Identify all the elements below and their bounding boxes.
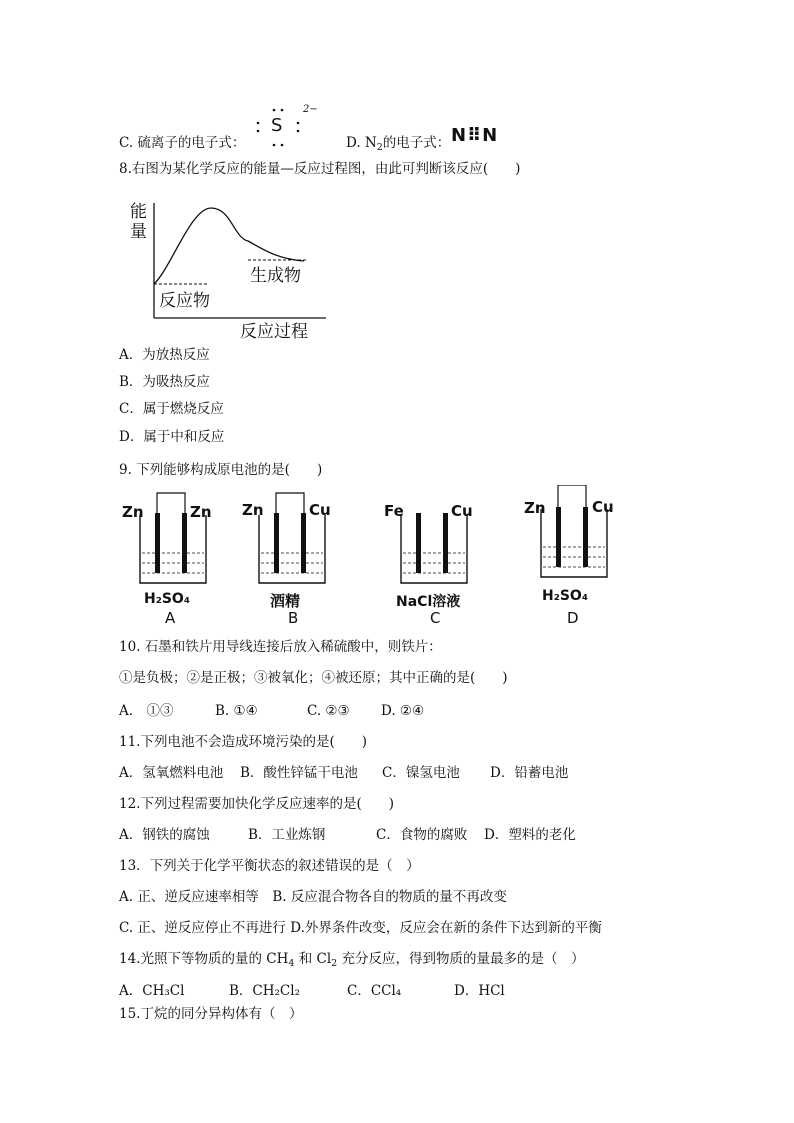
q8-option-d: D．属于中和反应 bbox=[119, 429, 225, 445]
n2-lewis-structure bbox=[451, 125, 498, 146]
q7-d-subscript: 2 bbox=[376, 142, 383, 153]
q11-option-d: D．铅蓄电池 bbox=[490, 765, 569, 781]
q14-stem-part3: 充分反应，得到物质的量最多的是（ ） bbox=[337, 951, 585, 967]
cell-b-letter: B bbox=[288, 609, 299, 627]
reactant-label: 反应物 bbox=[159, 291, 210, 311]
q8-stem: 8.右图为某化学反应的能量—反应过程图，由此可判断该反应( ) bbox=[119, 161, 521, 177]
q10-option-d: D. ②④ bbox=[381, 703, 425, 719]
q10-statements: ①是负极；②是正极；③被氧化；④被还原；其中正确的是( ) bbox=[119, 670, 508, 686]
q12-option-d: D．塑料的老化 bbox=[484, 827, 576, 843]
q13-options-line-2: C. 正、逆反应停止不再进行 D.外界条件改变，反应会在新的条件下达到新的平衡 bbox=[119, 920, 602, 936]
q8-option-b: B．为吸热反应 bbox=[119, 374, 210, 390]
q14-stem-sub1: 4 bbox=[288, 958, 295, 969]
cell-d-left-electrode: Zn bbox=[524, 499, 546, 517]
q7-option-c bbox=[119, 134, 245, 152]
galvanic-cell-diagrams bbox=[118, 485, 638, 630]
reaction-axis-label: 反应过程 bbox=[240, 322, 308, 342]
energy-axis-label-bottom: 量 bbox=[130, 222, 147, 242]
q7-d-suffix: 的电子式： bbox=[382, 135, 451, 151]
q7-d-prefix: D. N bbox=[346, 135, 377, 151]
q11-option-c: C．镍氢电池 bbox=[382, 765, 460, 781]
cell-d-right-electrode: Cu bbox=[592, 498, 614, 516]
cell-b-right-electrode: Cu bbox=[309, 501, 331, 519]
cell-a-solution: H₂SO₄ bbox=[144, 591, 190, 607]
cell-b-solution: 酒精 bbox=[270, 592, 301, 610]
q9-stem: 9. 下列能够构成原电池的是( ) bbox=[119, 462, 323, 478]
q15-stem: 15.丁烷的同分异构体有（ ） bbox=[119, 1006, 303, 1022]
q8-option-c: C．属于燃烧反应 bbox=[119, 401, 224, 417]
q10-option-b: B. ①④ bbox=[215, 703, 258, 719]
q14-option-d: D．HCl bbox=[454, 983, 505, 999]
cell-c-apparatus bbox=[401, 513, 467, 583]
q14-stem-part2: 和 Cl bbox=[294, 951, 332, 967]
q12-option-a: A．钢铁的腐蚀 bbox=[119, 827, 210, 843]
q10-option-c: C. ②③ bbox=[307, 703, 350, 719]
n2-formula: N⠿N bbox=[451, 125, 499, 146]
q13-stem: 13．下列关于化学平衡状态的叙述错误的是（ ） bbox=[119, 858, 420, 874]
q7-option-d bbox=[346, 134, 450, 157]
q12-option-b: B．工业炼钢 bbox=[248, 827, 326, 843]
cell-a-left-electrode: Zn bbox=[122, 503, 144, 521]
cell-a-right-electrode: Zn bbox=[190, 503, 212, 521]
q14-option-a: A．CH₃Cl bbox=[119, 983, 185, 999]
q10-option-a: A. ①③ bbox=[119, 703, 174, 719]
cell-c-letter: C bbox=[430, 609, 441, 627]
sulfide-ion-lewis-structure bbox=[250, 101, 320, 151]
q11-stem: 11.下列电池不会造成环境污染的是( ) bbox=[119, 734, 368, 750]
cell-d-letter: D bbox=[567, 609, 579, 627]
energy-diagram bbox=[126, 193, 336, 343]
cell-c-right-electrode: Cu bbox=[451, 502, 473, 520]
q11-option-a: A．氢氧燃料电池 bbox=[119, 765, 224, 781]
q14-option-c: C．CCl₄ bbox=[347, 983, 402, 999]
cell-c-solution: NaCl溶液 bbox=[396, 594, 461, 610]
q13-options-line-1: A. 正、逆反应速率相等 B. 反应混合物各自的物质的量不再改变 bbox=[119, 889, 507, 905]
energy-axis-label-top: 能 bbox=[130, 202, 147, 222]
q14-stem bbox=[119, 950, 585, 973]
cell-a-letter: A bbox=[165, 609, 176, 627]
q7-option-c-text: C. 硫离子的电子式： bbox=[119, 135, 246, 151]
q12-option-c: C．食物的腐败 bbox=[376, 827, 468, 843]
q12-stem: 12.下列过程需要加快化学反应速率的是( ) bbox=[119, 796, 395, 812]
q8-option-a: A．为放热反应 bbox=[119, 347, 210, 363]
q14-stem-part1: 14.光照下等物质的量的 CH bbox=[119, 951, 289, 967]
cell-c-left-electrode: Fe bbox=[384, 502, 404, 520]
sulfide-charge: 2− bbox=[303, 104, 318, 115]
product-label: 生成物 bbox=[250, 266, 301, 286]
q11-option-b: B．酸性锌锰干电池 bbox=[240, 765, 358, 781]
sulfur-symbol: S bbox=[271, 115, 283, 136]
q14-option-b: B．CH₂Cl₂ bbox=[229, 983, 300, 999]
cell-b-left-electrode: Zn bbox=[242, 501, 264, 519]
cell-d-solution: H₂SO₄ bbox=[542, 588, 588, 604]
q14-stem-sub2: 2 bbox=[331, 958, 338, 969]
q10-stem: 10. 石墨和铁片用导线连接后放入稀硫酸中，则铁片： bbox=[119, 639, 442, 655]
